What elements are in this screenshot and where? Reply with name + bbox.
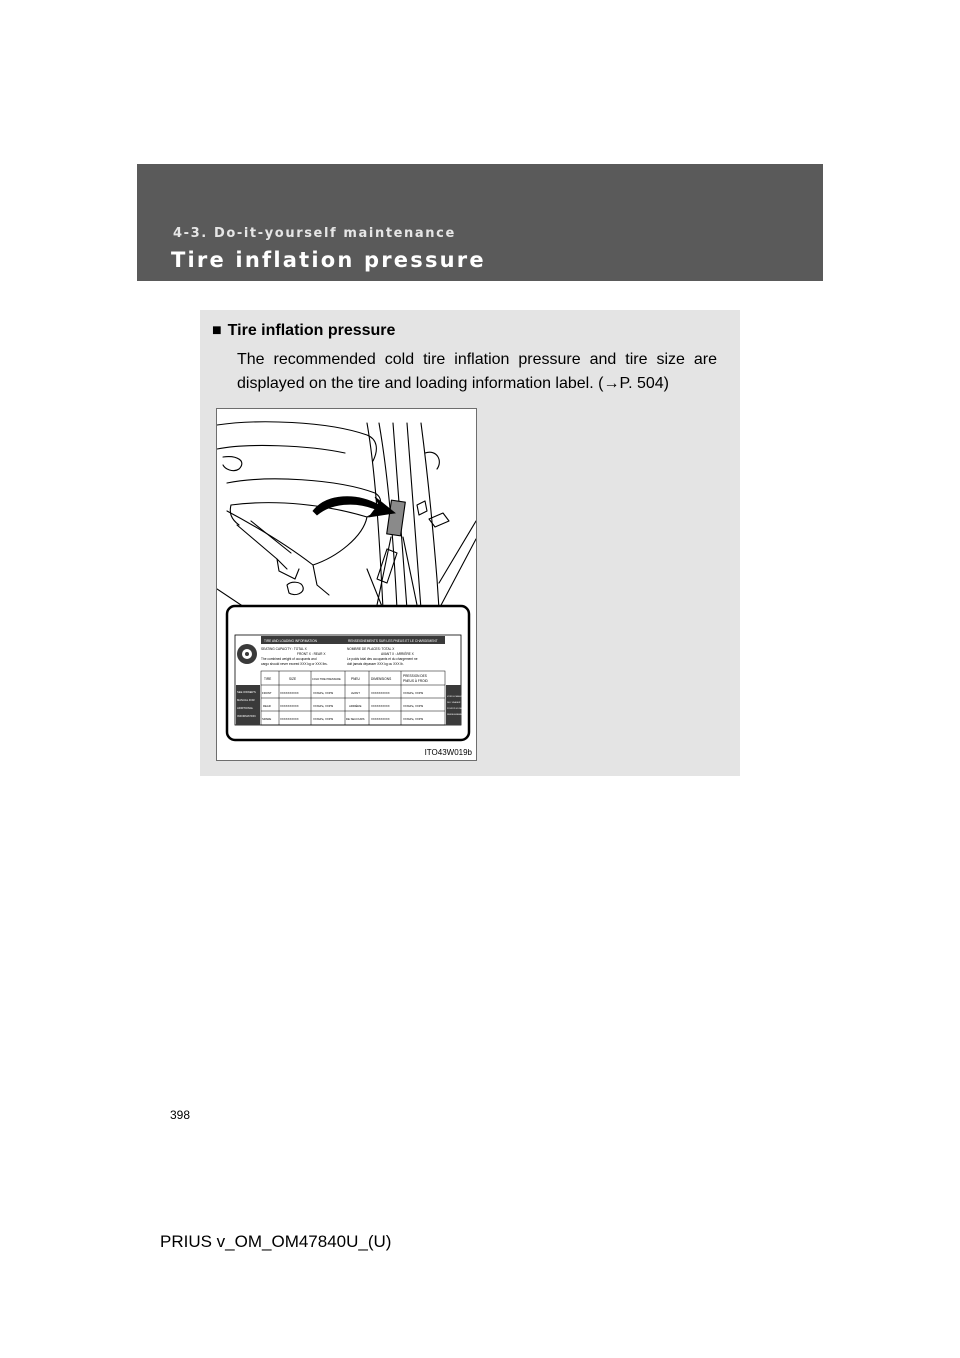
row-front-dim: XXXXXXXXXX bbox=[371, 691, 390, 695]
col-size: SIZE bbox=[289, 677, 297, 681]
col-tire: TIRE bbox=[264, 677, 272, 681]
car-door-pillar-drawing bbox=[217, 409, 476, 760]
side-en-1: SEE OWNER'S bbox=[237, 691, 256, 694]
square-bullet-icon: ■ bbox=[212, 322, 222, 339]
row-spare-pression: XXXkPa, XXPSI bbox=[403, 717, 424, 721]
tire-label-illustration bbox=[216, 408, 477, 761]
col-pression-1: PRESSION DES bbox=[403, 674, 427, 678]
page-title: Tire inflation pressure bbox=[171, 248, 486, 272]
side-en-2: MANUAL FOR bbox=[237, 699, 255, 702]
row-rear-size: XXXXXXXXXX bbox=[280, 704, 299, 708]
side-en-3: ADDITIONAL bbox=[237, 707, 254, 710]
row-rear-pressure: XXXkPa, XXPSI bbox=[313, 704, 334, 708]
col-pression-2: PNEUS À FROID bbox=[403, 679, 428, 683]
row-rear-pneu: ARRIÈRE bbox=[349, 704, 362, 708]
col-pneu: PNEU bbox=[351, 677, 360, 681]
box-heading bbox=[212, 322, 395, 340]
row-front-pressure: XXXkPa, XXPSI bbox=[313, 691, 334, 695]
row-spare-dim: XXXXXXXXXX bbox=[371, 717, 390, 721]
label-seating-en: SEATING CAPACITY : TOTAL X bbox=[261, 647, 307, 651]
row-spare-tire: SPARE bbox=[262, 717, 272, 721]
page-number: 398 bbox=[170, 1108, 191, 1122]
label-title-en: TIRE AND LOADING INFORMATION bbox=[264, 639, 317, 643]
row-front-pression: XXXkPa, XXPSI bbox=[403, 691, 424, 695]
label-title-fr: RENSEIGNEMENTS SUR LES PNEUS ET LE CHARGEMENT bbox=[348, 639, 438, 643]
label-weight-fr-2: doit jamais dépasser XXX kg ou XXX lb. bbox=[347, 662, 404, 666]
page-reference-link[interactable]: P. 504) bbox=[619, 375, 669, 392]
label-seating-fr-sub: AVANT X : ARRIÈRE X bbox=[381, 652, 414, 656]
row-rear-dim: XXXXXXXXXX bbox=[371, 704, 390, 708]
box-body-text bbox=[237, 348, 717, 396]
figure-code: ITO43W019b bbox=[424, 748, 472, 757]
label-weight-en-1: The combined weight of occupants and bbox=[261, 657, 317, 661]
side-fr-4: RENSEIGNEMENTS bbox=[447, 714, 466, 716]
col-pressure: COLD TIRE PRESSURE bbox=[312, 678, 341, 681]
side-fr-1: VOIR LE MANUEL bbox=[447, 696, 464, 698]
row-rear-pression: XXXkPa, XXPSI bbox=[403, 704, 424, 708]
row-front-size: XXXXXXXXXX bbox=[280, 691, 299, 695]
col-dimensions: DIMENSIONS bbox=[371, 677, 392, 681]
row-rear-tire: REAR bbox=[263, 704, 271, 708]
label-weight-fr-1: Le poids total des occupants et du chargement ne bbox=[347, 657, 418, 661]
row-spare-size: XXXXXXXXXX bbox=[280, 717, 299, 721]
arrow-icon: → bbox=[603, 375, 620, 392]
row-spare-pressure: XXXkPa, XXPSI bbox=[313, 717, 334, 721]
row-front-pneu: AVANT bbox=[351, 691, 360, 695]
label-weight-en-2: cargo should never exceed XXX kg or XXX lbs. bbox=[261, 662, 328, 666]
box-heading-text: Tire inflation pressure bbox=[227, 322, 396, 339]
side-en-4: INFORMATION bbox=[237, 715, 256, 718]
label-seating-en-sub: FRONT X : REAR X bbox=[297, 652, 326, 656]
section-header bbox=[137, 164, 823, 281]
body-main: The recommended cold tire inflation pressure and tire size are displayed on the tire and loading information label. ( bbox=[237, 351, 717, 392]
footer-document-id: PRIUS v_OM_OM47840U_(U) bbox=[160, 1232, 392, 1251]
row-spare-pneu: DE SECOURS bbox=[346, 717, 365, 721]
label-seating-fr: NOMBRE DE PLACES: TOTAL X bbox=[347, 647, 395, 651]
section-label: 4-3. Do-it-yourself maintenance bbox=[173, 226, 456, 241]
row-front-tire: FRONT bbox=[262, 691, 272, 695]
side-fr-3: POUR PLUS DE bbox=[447, 708, 462, 710]
side-fr-2: DE L'USAGER bbox=[447, 702, 461, 704]
